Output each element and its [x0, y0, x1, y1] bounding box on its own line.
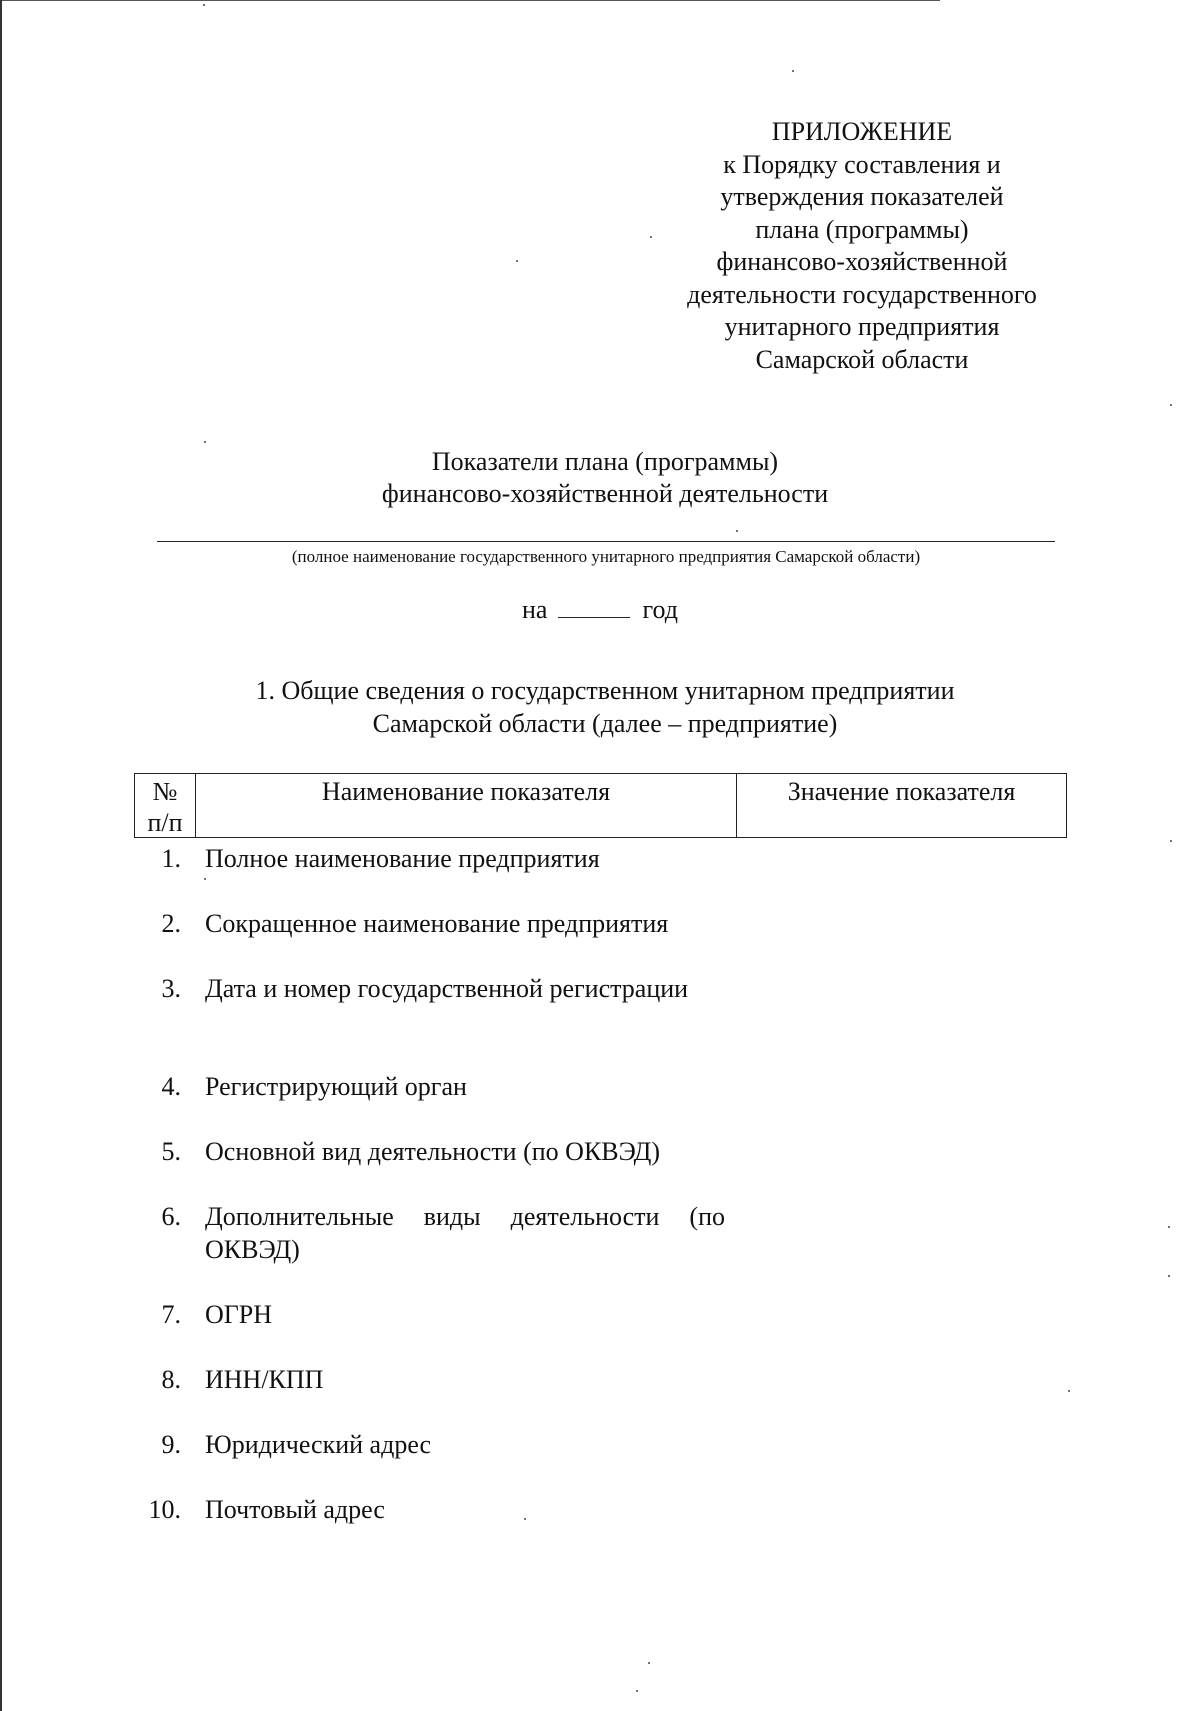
scan-speck	[1168, 1226, 1170, 1228]
row-indicator-name: ИНН/КПП	[205, 1365, 324, 1394]
section-heading-line: 1. Общие сведения о государственном унитарном предприятии	[255, 676, 955, 705]
year-line	[400, 593, 800, 626]
scan-speck	[516, 260, 518, 262]
document-title-line: финансово-хозяйственной деятельности	[381, 479, 829, 508]
annex-title: ПРИЛОЖЕНИЕ	[771, 117, 953, 146]
annex-line: финансово-хозяйственной	[716, 247, 1008, 276]
year-field[interactable]	[558, 593, 630, 618]
scan-speck	[636, 1690, 638, 1692]
scan-speck	[648, 1662, 650, 1664]
year-prefix: на	[522, 595, 548, 624]
scan-speck	[1068, 1390, 1070, 1392]
annex-line: унитарного предприятия	[724, 312, 1000, 341]
scan-speck	[204, 441, 206, 443]
annex-line: Самарской области	[755, 344, 969, 374]
number-sign: №	[152, 777, 178, 806]
row-number: 4.	[161, 1072, 181, 1101]
scan-speck	[650, 236, 652, 238]
document-title-line: Показатели плана (программы)	[431, 447, 779, 476]
annex-line: утверждения показателей	[720, 182, 1004, 211]
annex-line: деятельности государственного	[687, 279, 1037, 309]
row-number: 2.	[161, 909, 181, 938]
row-number: 3.	[161, 974, 181, 1003]
section-heading	[180, 675, 1030, 740]
scan-edge-top	[0, 0, 940, 1]
row-indicator-name: Полное наименование предприятия	[205, 844, 600, 873]
row-indicator-name: Почтовый адрес	[205, 1495, 385, 1524]
section-heading-line: Самарской области (далее – предприятие)	[372, 708, 838, 738]
year-suffix: год	[642, 595, 678, 624]
document-title	[260, 446, 950, 510]
scan-speck	[792, 70, 794, 72]
row-indicator-name: Регистрирующий орган	[205, 1072, 467, 1101]
annex-line: к Порядку составления и	[723, 149, 1001, 179]
scan-speck	[203, 4, 205, 6]
scan-speck	[1170, 840, 1172, 842]
row-number: 8.	[161, 1365, 181, 1394]
row-number: 10.	[148, 1495, 181, 1524]
row-number: 6.	[161, 1202, 181, 1231]
row-indicator-name: Дата и номер государственной регистрации	[205, 974, 689, 1003]
scan-speck	[1168, 1275, 1170, 1277]
column-header-value: Значение показателя	[787, 777, 1016, 806]
enterprise-name-caption: (полное наименование государственного унитарного предприятия Самарской области)	[291, 547, 921, 566]
row-number: 9.	[161, 1430, 181, 1459]
enterprise-name-field[interactable]	[157, 541, 1055, 542]
column-header-number	[135, 774, 196, 837]
scan-speck	[1170, 404, 1172, 406]
row-indicator-name: Дополнительные виды деятельности (по ОКВЭД)	[205, 1202, 725, 1264]
column-header-name: Наименование показателя	[196, 774, 737, 837]
scan-speck	[736, 530, 738, 532]
row-number: 5.	[161, 1137, 181, 1166]
table-header	[134, 773, 1067, 838]
row-indicator-name: Юридический адрес	[205, 1430, 432, 1459]
row-indicator-name: ОГРН	[205, 1300, 273, 1329]
annex-block	[662, 116, 1062, 376]
scan-edge-left	[0, 0, 2, 1711]
number-abbrev: п/п	[147, 808, 183, 837]
row-number: 1.	[161, 844, 181, 873]
annex-line: плана (программы)	[755, 214, 969, 244]
row-indicator-name: Сокращенное наименование предприятия	[205, 909, 669, 938]
row-indicator-name: Основной вид деятельности (по ОКВЭД)	[205, 1137, 660, 1166]
row-number: 7.	[161, 1300, 181, 1329]
scan-speck	[204, 878, 206, 880]
